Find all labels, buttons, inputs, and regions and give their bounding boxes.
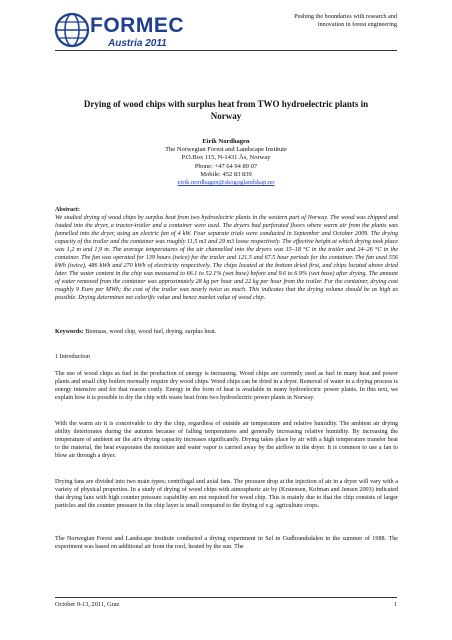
keywords-text: Biomass, wood chip, wood fuel, drying, surplus heat. (85, 329, 217, 335)
address: P.O.Box 115, N-1431 Ås, Norway (181, 154, 271, 162)
logo-wordmark: FORMEC (90, 14, 184, 37)
intro-paragraph-3: Drying fans are divided into two main types; centrifugal and axial fans. The pressure drop at the injection of air in a dryer will vary with a variety of physical properties. In a study of drying of wood chips with atmospheric air by (Krstensen, Kofman and Jensen 2003) indicated that drying fans with high counter pressure capability are not required for wood chip. This is mainly due to that the chip consists of larger particles and the counter pressure in the chip layer is small compared to the drying of e.g. agriculture crops. (55, 479, 398, 510)
intro-paragraph-2: With the warm air it is conceivable to dry the chip, regardless of outside air temperature and relative humidity. The ambient air drying ability deteriorates during the autumn because of falling temperatures and generally increasing relative humidity. By increasing the temperature of ambient air the air's drying capacity increases significantly. Drying takes place by air with a high temperature transfer heat to the material, the heat evaporates the moisture and water vapor is carried away by the airflow in the dryer. It is common to use a fan to blow air through a dryer. (55, 421, 398, 460)
header-tagline (237, 13, 397, 29)
email-link[interactable]: eirik.nordhagen@skogoglandskap.no (177, 179, 275, 187)
section-heading-introduction: 1 Introduction (55, 354, 90, 360)
author-block (60, 138, 392, 187)
intro-paragraph-1: The use of wood chips as fuel in the production of energy is increasing. Wood chips are currently used as fuel in many heat and power plants and small chip boilers normally require dry wood chips. Wood chips can be dried in a dryer. Removal of water in a drying process is energy intensive and for that reason costly. Energy in the form of heat is available in many hydroelectric power plants. In this text, we explain how it is possible to dry the chip with waste heat from two hydroelectric power plants in Norway. (55, 371, 398, 402)
formec-logo (54, 8, 184, 52)
logo-subtitle: Austria 2011 (108, 38, 167, 49)
phone: Phone: +47 64 94 89 07 (194, 162, 258, 170)
header-divider (55, 50, 397, 51)
title-line-1: Drying of wood chips with surplus heat from TWO hydroelectric plants in (83, 99, 369, 109)
abstract-text: We studied drying of wood chips by surplus heat from two hydroelectric plants in the western part of Norway. The wood was chipped and loaded into the dryer, a tractor-trailer and a container were used. The dryers had perforated floors where warm air from the plants was funnelled into the dryer, using an electric fan of 4 kW. Four separate trials were conducted in September and October 2009. The drying capacity of the trailer and the container was roughly 11,5 m3 and 29 m3 loose respectively. The effective height at which drying took place was 1,2 m and 1,9 m. The average temperatures of the air channelled into the dryers was 15–18 °C in the trailer and 24–26 °C in the container. The fan was operated for 139 hours (twice) for the trailer and 121.5 and 67.5 hour periods for the container. The fan used 556 kWh (twice), 486 kWh and 270 kWh of electricity respectively. The chips located at the bottom dried first, and chips located above dried later. The water content in the chip was measured to 66.1 to 52.1% (wet base) before and 9.6 to 6.9% (wet base) after drying. The amount of water removed from the container was approximately 28 kg per hour and 22 kg per hour from the trailer. For the container, drying cost roughly 9 Euro per MWh; the cost of the trailer was nearly twice as much. This indicates that the drying volume should be as high as possible. Drying determines net calorific value and hence market value of wood chip. (55, 215, 398, 302)
intro-paragraph-4: The Norwegian Forest and Landscape institute conducted a drying experiment in Sel in Gudbrandsdalen in the summer of 1988. The experiment was based on additional air from the roof, heated by the sun. The (55, 536, 398, 551)
abstract-heading: Abstract: (55, 207, 80, 213)
keywords (55, 328, 398, 336)
affiliation: The Norwegian Forest and Landscape Institute (165, 146, 287, 154)
paper-title (60, 98, 392, 122)
mobile: Mobile: 452 83 839 (200, 170, 252, 178)
globe-icon (54, 10, 94, 50)
page-number: 1 (393, 601, 397, 608)
tagline-line-2: innovation in forest engineering (317, 21, 397, 28)
footer-divider (55, 597, 397, 598)
tagline-line-1: Pushing the boundaries with research and (294, 13, 397, 20)
footer-date: October 9-13, 2011, Graz (55, 601, 120, 608)
author-name: Eirik Nordhagen (202, 138, 250, 145)
keywords-label: Keywords: (55, 329, 84, 335)
title-line-2: Norway (210, 111, 242, 121)
